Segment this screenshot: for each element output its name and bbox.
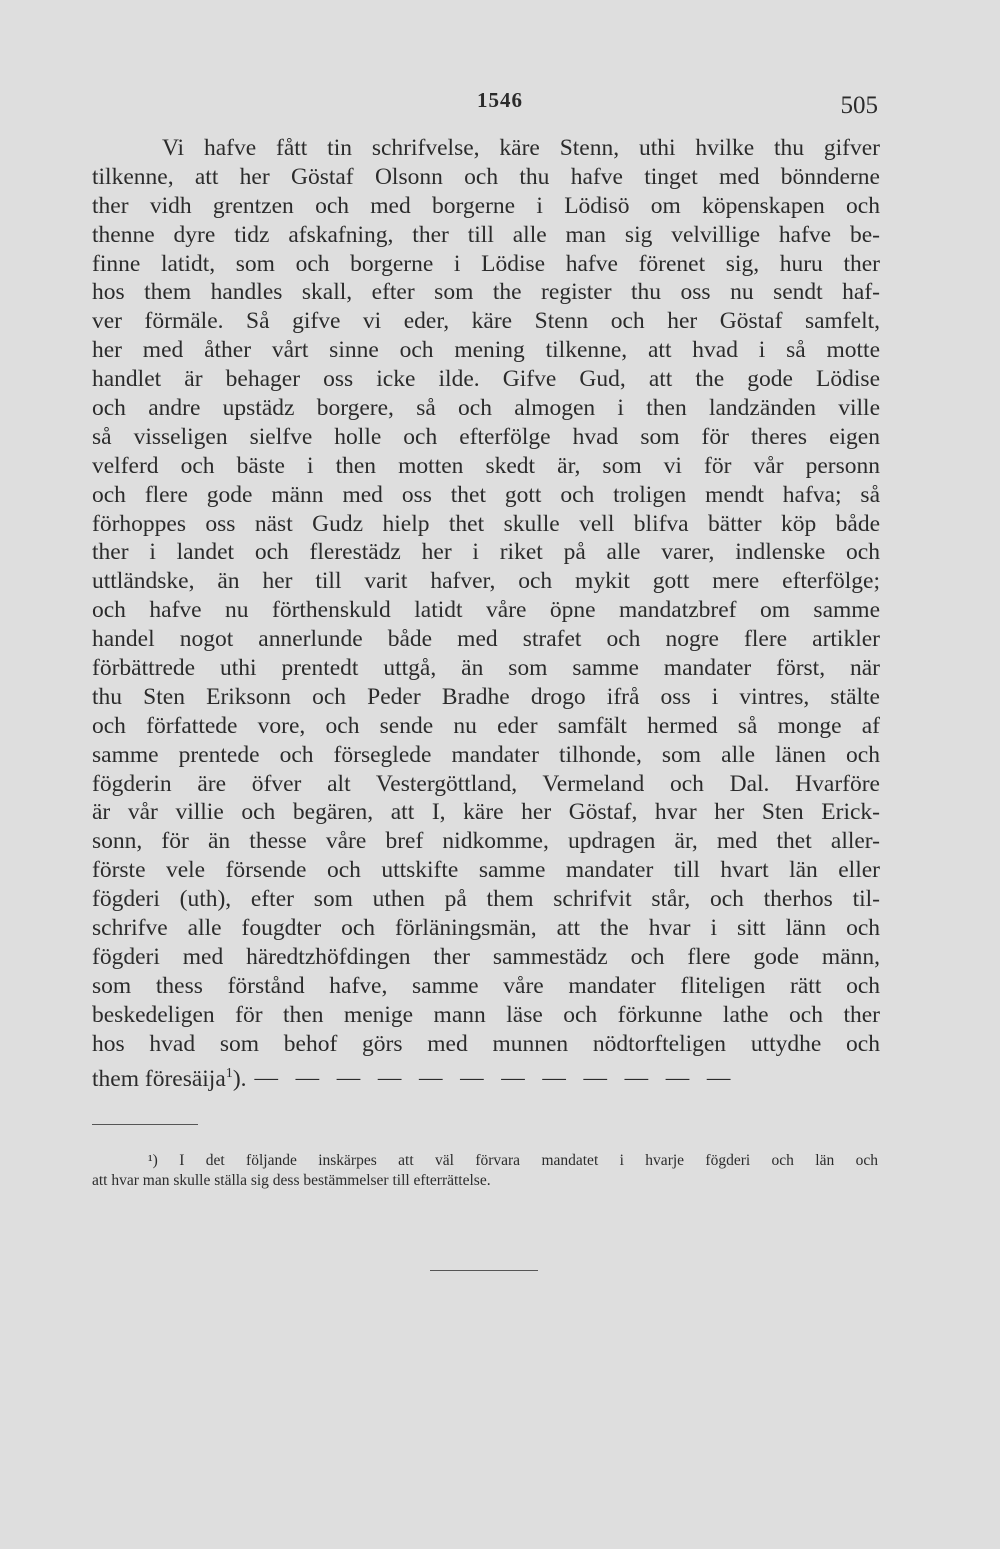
footnote-line: att hvar man skulle ställa sig dess bestämmelser till efterrättelse. (92, 1172, 491, 1189)
text-line-last (92, 1059, 880, 1092)
text-line: ver förmäle. Så gifve vi eder, käre Stenn och her Göstaf samfelt, (92, 308, 880, 335)
text-line: fögderi med häredtzhöfdingen ther sammestädz och flere gode männ, (92, 943, 880, 970)
text-line: ther vidh grentzen och med borgerne i Lödisö om köpenskapen och (92, 192, 880, 219)
end-divider (430, 1270, 538, 1271)
footnote-divider (92, 1124, 198, 1125)
text-line: handlet är behager oss icke ilde. Gifve Gud, att the gode Lödise (92, 366, 880, 393)
text-line: finne latidt, som och borgerne i Lödise hafve förenet sig, huru ther (92, 250, 880, 277)
text-line: samme prentede och förseglede mandater tilhonde, som alle länen och (92, 741, 880, 768)
text-line: tilkenne, att her Göstaf Olsonn och thu hafve tinget med bönnderne (92, 163, 880, 190)
text-line: och andre upstädz borgere, så och almogen i then landzänden ville (92, 395, 880, 422)
text-line: som thess förstånd hafve, samme våre mandater fliteligen rätt och (92, 972, 880, 999)
text-line: så visseligen sielfve holle och efterfölge hvad som för theres eigen (92, 423, 880, 450)
text-line: thenne dyre tidz afskafning, ther till alle man sig velvillige hafve be- (92, 221, 880, 248)
text-line: velferd och bäste i then motten skedt är, som vi för vår personn (92, 452, 880, 479)
text-line: förhoppes oss näst Gudz hielp thet skulle vell blifva bätter köp både (92, 510, 880, 537)
text-line: her med åther vårt sinne och mening tilkenne, att hvad i så motte (92, 337, 880, 364)
text-line: ther i landet och flerestädz her i riket på alle varer, indlenske och (92, 539, 880, 566)
text-line: är vår villie och begären, att I, käre her Göstaf, hvar her Sten Erick- (92, 799, 880, 826)
letter-body (92, 134, 880, 1092)
text-line: hos hvad som behof görs med munnen nödtorfteligen uttydhe och (92, 1030, 880, 1057)
last-line-after: ). (232, 1065, 247, 1092)
text-line: uttländske, än her till varit hafver, och mykit gott mere efterfölge; (92, 568, 880, 595)
header-year: 1546 (477, 88, 523, 112)
text-line: Vi hafve fått tin schrifvelse, käre Stenn, uthi hvilke thu gifver (162, 135, 880, 161)
text-line: sonn, för än thesse våre bref nidkomme, updragen är, med thet aller- (92, 828, 880, 855)
text-line: schrifve alle fougdter och förläningsmän, att the hvar i sitt länn och (92, 915, 880, 942)
text-line: och författede vore, och sende nu eder samfält hermed så monge af (92, 712, 880, 739)
text-line: thu Sten Eriksonn och Peder Bradhe drogo ifrå oss i vintres, stälte (92, 683, 880, 710)
text-line: förste vele försende och uttskifte samme mandater till hvart län eller (92, 857, 880, 884)
footnote-marker: ¹) (148, 1152, 158, 1169)
omission-dashes: — — — — — — — — — — — — (254, 1065, 731, 1092)
footnote (92, 1151, 878, 1191)
text-line: förbättrede uthi prentedt uttgå, än som samme mandater först, när (92, 655, 880, 682)
text-line: beskedeligen för then menige mann läse och förkunne lathe och ther (92, 1001, 880, 1028)
footnote-line (92, 1151, 878, 1171)
page-number: 505 (840, 92, 878, 119)
text-line: fögderin äre öfver alt Vestergöttland, Vermeland och Dal. Hvarföre (92, 770, 880, 797)
text-line: och flere gode männ med oss thet gott och troligen mendt hafva; så (92, 481, 880, 508)
footnote-text-1: I det följande inskärpes att väl förvara mandatet i hvarje fögderi och län och (179, 1152, 878, 1169)
footnote-reference: 1 (225, 1064, 233, 1081)
text-line: hos them handles skall, efter som the register thu oss nu sendt haf- (92, 279, 880, 306)
text-line: handel nogot annerlunde både med strafet och nogre flere artikler (92, 626, 880, 653)
last-line-text: them föresäija (92, 1065, 226, 1092)
text-line: och hafve nu förthenskuld latidt våre öpne mandatzbref om samme (92, 597, 880, 624)
text-line: fögderi (uth), efter som uthen på them schrifvit står, och therhos til- (92, 886, 880, 913)
